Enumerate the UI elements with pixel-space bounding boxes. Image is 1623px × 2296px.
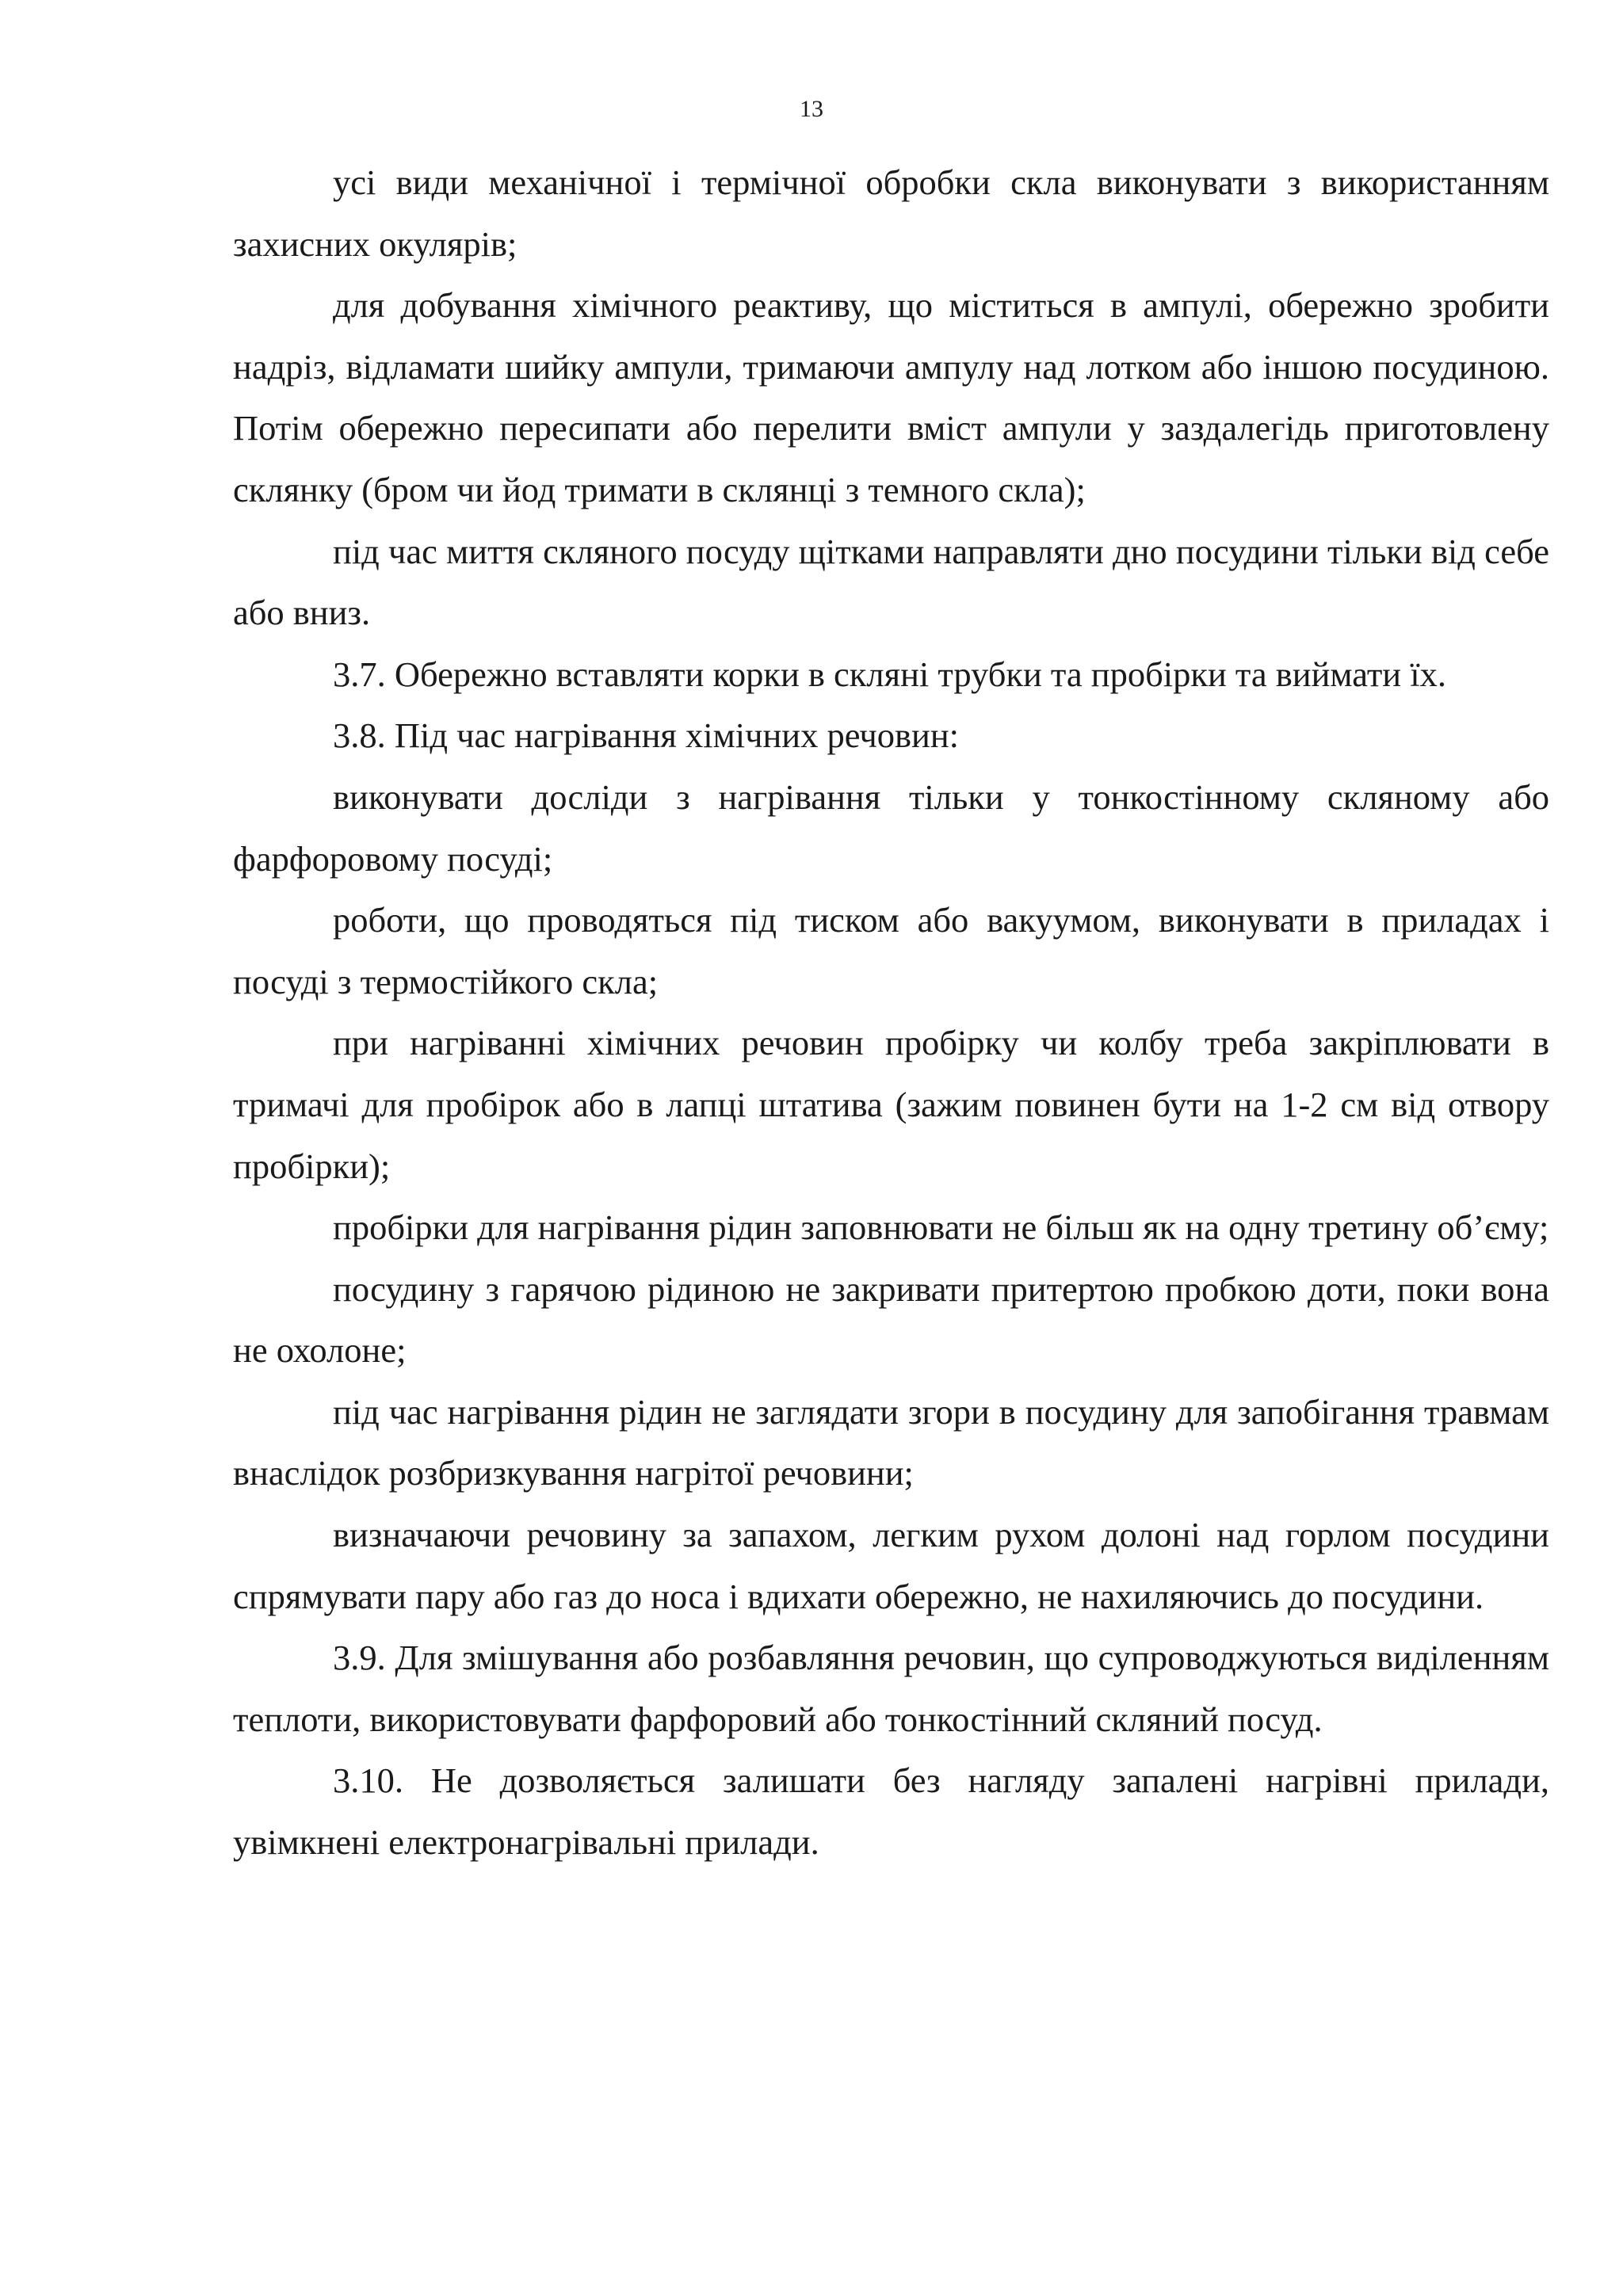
paragraph: під час миття скляного посуду щітками направляти дно посудини тільки від себе або вниз. (233, 531, 1549, 633)
paragraph: виконувати досліди з нагрівання тільки у тонкостінному скляному або фарфоровому посуді; (233, 776, 1549, 879)
paragraph: посудину з гарячою рідиною не закривати притертою пробкою доти, поки вона не охолоне; (233, 1268, 1549, 1371)
section-paragraph-3-7: 3.7. Обережно вставляти корки в скляні трубки та пробірки та виймати їх. (333, 654, 1446, 694)
section-paragraph-3-10: 3.10. Не дозволяється залишати без нагляду запалені нагрівні прилади, увімкнені електронагрівальні прилади. (233, 1760, 1549, 1863)
page-number: 13 (800, 96, 823, 122)
paragraph: роботи, що проводяться під тиском або вакуумом, виконувати в приладах і посуді з термостійкого скла; (233, 900, 1549, 1001)
paragraph: для добування хімічного реактиву, що міститься в ампулі, обережно зробити надріз, відламати шийку ампули, тримаючи ампулу над лотком або іншою посудиною. Потім обережно пересипати або перелити вміст ампули у заздалегідь приготовлену склянку (бром чи йод тримати в склянці з темного скла); (233, 285, 1549, 509)
paragraph: при нагріванні хімічних речовин пробірку чи колбу треба закріплювати в тримачі для пробірок або в лапці штатива (зажим повинен бути на 1-2 см від отвору пробірки); (233, 1023, 1549, 1186)
paragraph: під час нагрівання рідин не заглядати згори в посудину для запобігання травмам внаслідок розбризкування нагрітої речовини; (233, 1391, 1549, 1493)
paragraph: визначаючи речовину за запахом, легким рухом долоні над горлом посудини спрямувати пару або газ до носа і вдихати обережно, не нахиляючись до посудини. (233, 1515, 1549, 1616)
section-paragraph-3-8: 3.8. Під час нагрівання хімічних речовин: (333, 715, 960, 756)
paragraph: усі види механічної і термічної обробки скла виконувати з використанням захисних окулярів; (233, 162, 1549, 264)
document-body (233, 152, 1549, 1874)
paragraph: пробірки для нагрівання рідин заповнювати не більш як на одну третину об’єму; (333, 1207, 1549, 1248)
section-paragraph-3-9: 3.9. Для змішування або розбавляння речовин, що супроводжуються виділенням теплоти, використовувати фарфоровий або тонкостінний скляний посуд. (233, 1638, 1549, 1739)
